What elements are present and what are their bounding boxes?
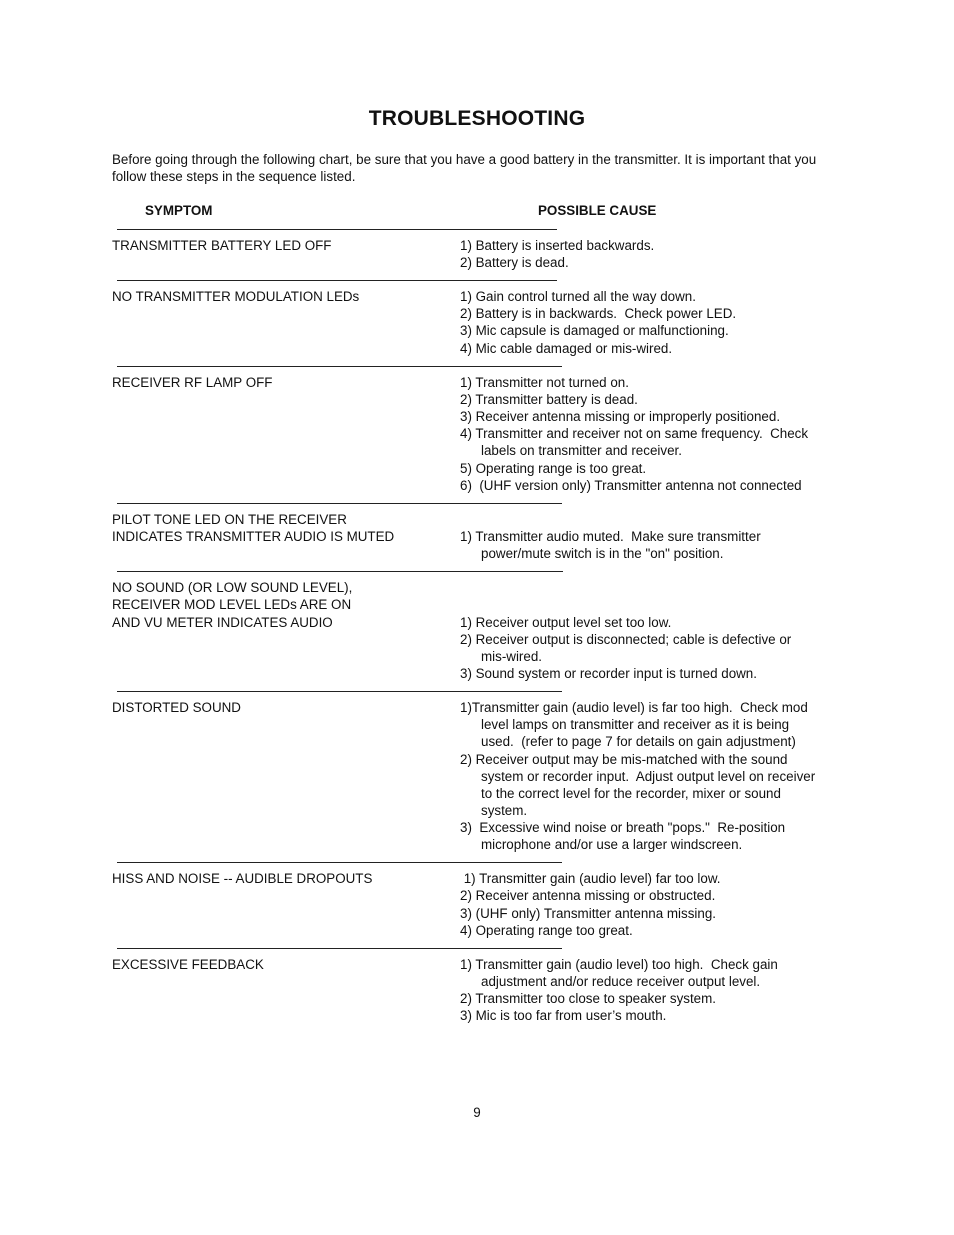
table-divider	[117, 366, 562, 367]
cause-item: labels on transmitter and receiver.	[481, 443, 682, 458]
cause-column-header: POSSIBLE CAUSE	[538, 203, 657, 218]
cause-item: 4) Transmitter and receiver not on same frequency. Check	[460, 426, 809, 441]
symptom-text: TRANSMITTER BATTERY LED OFF	[112, 238, 332, 253]
symptom-text: INDICATES TRANSMITTER AUDIO IS MUTED	[112, 529, 395, 544]
cause-item: 2) Receiver antenna missing or obstructed.	[460, 888, 716, 903]
cause-item: 1) Transmitter not turned on.	[460, 375, 629, 390]
cause-item: 1) Transmitter gain (audio level) far too low.	[460, 871, 721, 886]
symptom-text: DISTORTED SOUND	[112, 700, 241, 715]
cause-item: 1) Gain control turned all the way down.	[460, 289, 696, 304]
cause-item: 1)Transmitter gain (audio level) is far too high. Check mod	[460, 700, 808, 715]
table-divider	[117, 948, 562, 949]
cause-item: 2) Battery is in backwards. Check power LED.	[460, 306, 737, 321]
cause-item: 3) Sound system or recorder input is turned down.	[460, 666, 757, 681]
cause-item: 4) Mic cable damaged or mis-wired.	[460, 341, 673, 356]
cause-item: 4) Operating range too great.	[460, 923, 633, 938]
cause-item: to the correct level for the recorder, mixer or sound	[481, 786, 781, 801]
cause-item: 1) Receiver output level set too low.	[460, 615, 672, 630]
cause-item: 2) Transmitter battery is dead.	[460, 392, 638, 407]
cause-item: 1) Transmitter gain (audio level) too high. Check gain	[460, 957, 778, 972]
cause-item: system or recorder input. Adjust output level on receiver	[481, 769, 816, 784]
table-divider	[117, 280, 557, 281]
symptom-text: HISS AND NOISE -- AUDIBLE DROPOUTS	[112, 871, 373, 886]
symptom-text: RECEIVER MOD LEVEL LEDs ARE ON	[112, 597, 352, 612]
cause-item: power/mute switch is in the "on" position.	[481, 546, 724, 561]
cause-item: 5) Operating range is too great.	[460, 461, 647, 476]
table-divider	[117, 691, 562, 692]
symptom-text: AND VU METER INDICATES AUDIO	[112, 615, 333, 630]
symptom-column-header: SYMPTOM	[145, 203, 213, 218]
intro-paragraph: Before going through the following chart, be sure that you have a good battery in the transmitter. It is important that you follow these steps in the sequence listed.	[112, 152, 817, 185]
symptom-text: EXCESSIVE FEEDBACK	[112, 957, 264, 972]
symptom-text: NO TRANSMITTER MODULATION LEDs	[112, 289, 360, 304]
cause-item: 3) Mic is too far from user’s mouth.	[460, 1008, 667, 1023]
cause-item: 1) Transmitter audio muted. Make sure transmitter	[460, 529, 761, 544]
cause-item: 1) Battery is inserted backwards.	[460, 238, 655, 253]
cause-item: 3) Excessive wind noise or breath "pops." Re-position	[460, 820, 786, 835]
cause-item: level lamps on transmitter and receiver as it is being	[481, 717, 790, 732]
cause-item: 3) (UHF only) Transmitter antenna missing.	[460, 906, 716, 921]
table-divider	[117, 503, 562, 504]
cause-item: used. (refer to page 7 for details on gain adjustment)	[481, 734, 796, 749]
cause-item: 2) Receiver output may be mis-matched with the sound	[460, 752, 788, 767]
table-divider	[117, 229, 557, 230]
symptom-text: NO SOUND (OR LOW SOUND LEVEL),	[112, 580, 353, 595]
cause-item: 3) Receiver antenna missing or improperly positioned.	[460, 409, 781, 424]
cause-item: microphone and/or use a larger windscreen.	[481, 837, 743, 852]
page-title: TROUBLESHOOTING	[368, 107, 586, 130]
symptom-text: RECEIVER RF LAMP OFF	[112, 375, 273, 390]
page-number: 9	[473, 1105, 481, 1120]
cause-item: 2) Transmitter too close to speaker system.	[460, 991, 717, 1006]
cause-item: 6) (UHF version only) Transmitter antenna not connected	[460, 478, 802, 493]
table-divider	[117, 571, 563, 572]
cause-item: 2) Receiver output is disconnected; cable is defective or	[460, 632, 792, 647]
table-divider	[117, 862, 562, 863]
cause-item: mis-wired.	[481, 649, 543, 664]
symptom-text: PILOT TONE LED ON THE RECEIVER	[112, 512, 347, 527]
cause-item: 3) Mic capsule is damaged or malfunctioning.	[460, 323, 729, 338]
cause-item: 2) Battery is dead.	[460, 255, 569, 270]
cause-item: adjustment and/or reduce receiver output level.	[481, 974, 761, 989]
cause-item: system.	[481, 803, 528, 818]
